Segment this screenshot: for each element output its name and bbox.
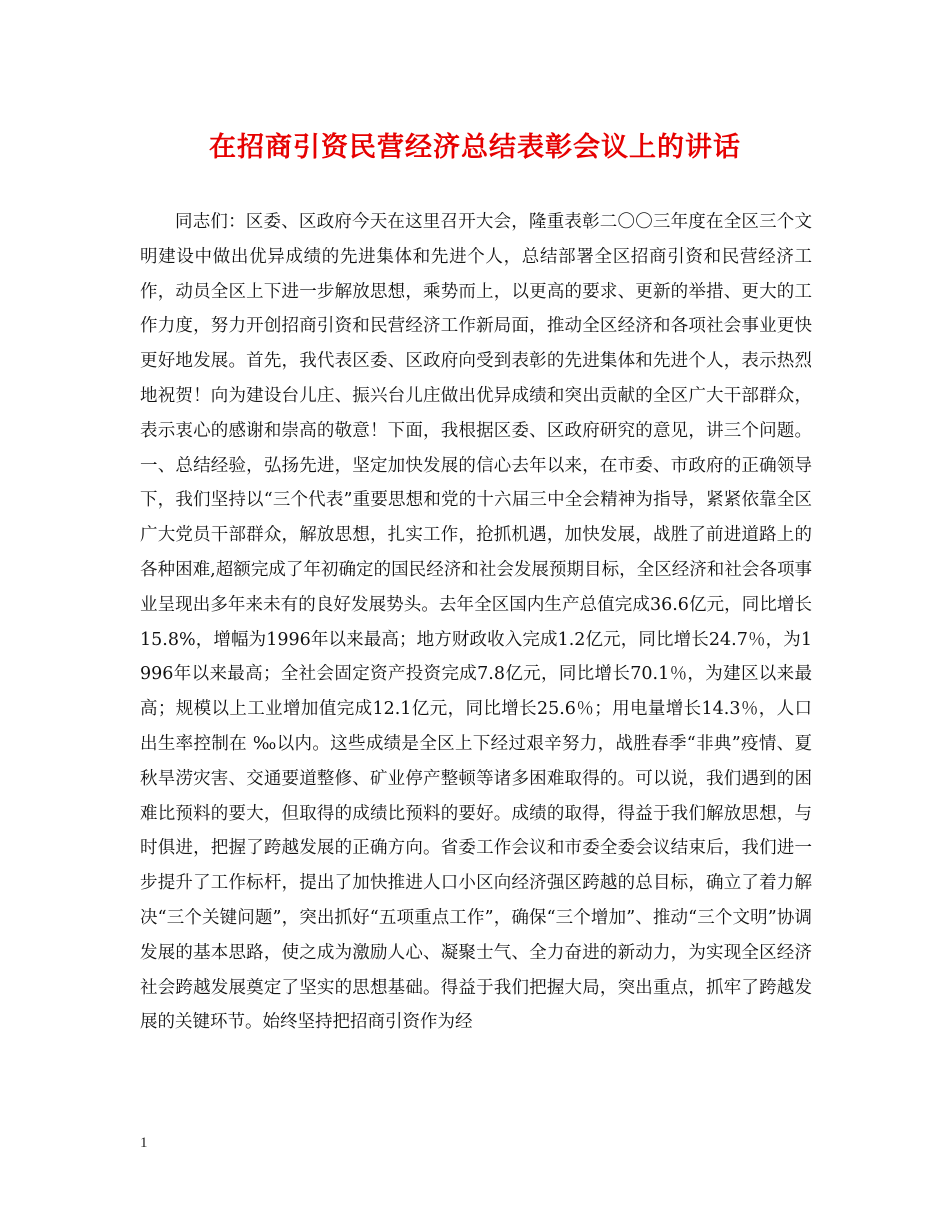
document-title: 在招商引资民营经济总结表彰会议上的讲话 (209, 132, 741, 163)
speech-body-paragraph: 同志们：区委、区政府今天在这里召开大会，隆重表彰二〇〇三年度在全区三个文明建设中做出优异成绩的先进集体和先进个人，总结部署全区招商引资和民营经济工作，动员全区上下进一步解放思想，乘势而上，以更高的要求、更新的举措、更大的工作力度，努力开创招商引资和民营经济工作新局面，推动全区经济和各项社会事业更快更好地发展。首先，我代表区委、区政府向受到表彰的先进集体和先进个人，表示热烈地祝贺！向为建设台儿庄、振兴台儿庄做出优异成绩和突出贡献的全区广大干部群众，表示衷心的感谢和崇高的敬意！下面，我根据区委、区政府研究的意见，讲三个问题。一、总结经验，弘扬先进，坚定加快发展的信心去年以来，在市委、市政府的正确领导下，我们坚持以“三个代表”重要思想和党的十六届三中全会精神为指导，紧紧依靠全区广大党员干部群众，解放思想，扎实工作，抢抓机遇，加快发展，战胜了前进道路上的各种困难,超额完成了年初确定的国民经济和社会发展预期目标，全区经济和社会各项事业呈现出多年来未有的良好发展势头。去年全区国内生产总值完成36.6亿元，同比增长15.8%，增幅为1996年以来最高；地方财政收入完成1.2亿元，同比增长24.7％，为1996年以来最高；全社会固定资产投资完成7.8亿元，同比增长70.1％，为建区以来最高；规模以上工业增加值完成12.1亿元，同比增长25.6％；用电量增长14.3％，人口出生率控制在 ‰以内。这些成绩是全区上下经过艰辛努力，战胜春季“非典”疫情、夏秋旱涝灾害、交通要道整修、矿业停产整顿等诸多困难取得的。可以说，我们遇到的困难比预料的要大，但取得的成绩比预料的要好。成绩的取得，得益于我们解放思想，与时俱进，把握了跨越发展的正确方向。省委工作会议和市委全委会议结束后，我们进一步提升了工作标杆，提出了加快推进人口小区向经济强区跨越的总目标，确立了着力解决“三个关键问题”，突出抓好“五项重点工作”，确保“三个增加”、推动“三个文明”协调发展的基本思路，使之成为激励人心、凝聚士气、全力奋进的新动力，为实现全区经济社会跨越发展奠定了坚实的思想基础。得益于我们把握大局，突出重点，抓牢了跨越发展的关键环节。始终坚持把招商引资作为经 (140, 212, 812, 1033)
page-number: 1 (140, 1135, 148, 1151)
